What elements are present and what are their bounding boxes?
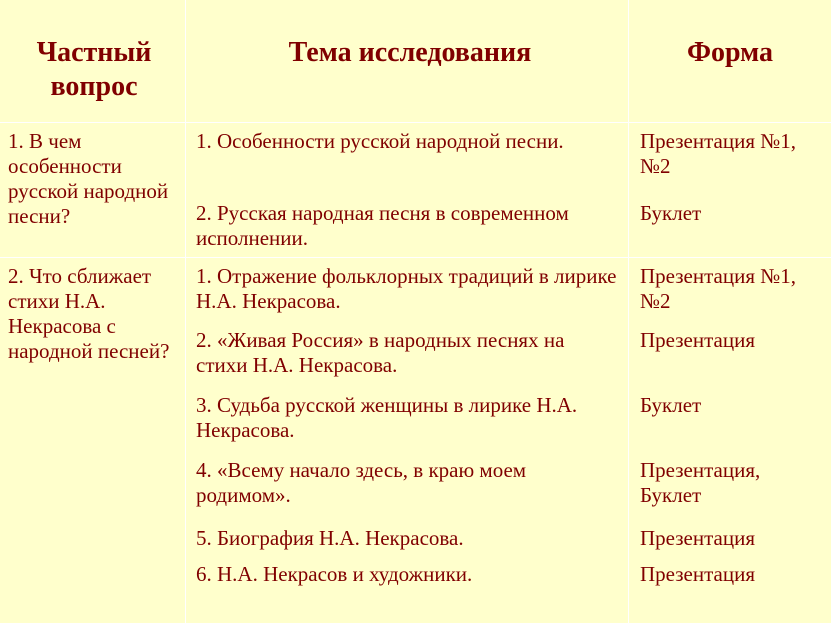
topic-cell: 1. Особенности русской народной песни.: [196, 129, 564, 153]
header-topic: Тема исследования: [288, 37, 532, 68]
form-cell: Презентация: [640, 562, 755, 586]
topic-cell: 1. Отражение фольклорных традиций в лирике Н.А. Некрасова.: [196, 264, 617, 313]
form-cell: Буклет: [640, 393, 702, 417]
form-cell: Презентация: [640, 328, 755, 352]
grid-line: [628, 0, 629, 623]
form-cell: Презентация №1, №2: [640, 129, 797, 178]
topic-cell: 6. Н.А. Некрасов и художники.: [196, 562, 473, 586]
form-cell: Буклет: [640, 201, 702, 225]
topic-cell: 3. Судьба русской женщины в лирике Н.А. Некрасова.: [196, 393, 578, 442]
topic-cell: 4. «Всему начало здесь, в краю моем родимом».: [196, 458, 527, 507]
question-cell-2: 2. Что сближает стихи Н.А. Некрасова с народной песней?: [8, 264, 170, 363]
topic-cell: 2. «Живая Россия» в народных песнях на стихи Н.А. Некрасова.: [196, 328, 565, 377]
grid-line: [185, 0, 186, 623]
header-question: Частный вопрос: [36, 37, 152, 102]
form-cell: Презентация, Буклет: [640, 458, 761, 507]
form-cell: Презентация №1, №2: [640, 264, 797, 313]
grid-line: [0, 122, 831, 123]
form-cell: Презентация: [640, 526, 755, 550]
topic-cell: 5. Биография Н.А. Некрасова.: [196, 526, 464, 550]
topic-cell: 2. Русская народная песня в современном исполнении.: [196, 201, 569, 250]
header-form: Форма: [686, 37, 774, 68]
grid-line: [0, 257, 831, 258]
question-cell-1: 1. В чем особенности русской народной песни?: [8, 129, 169, 228]
